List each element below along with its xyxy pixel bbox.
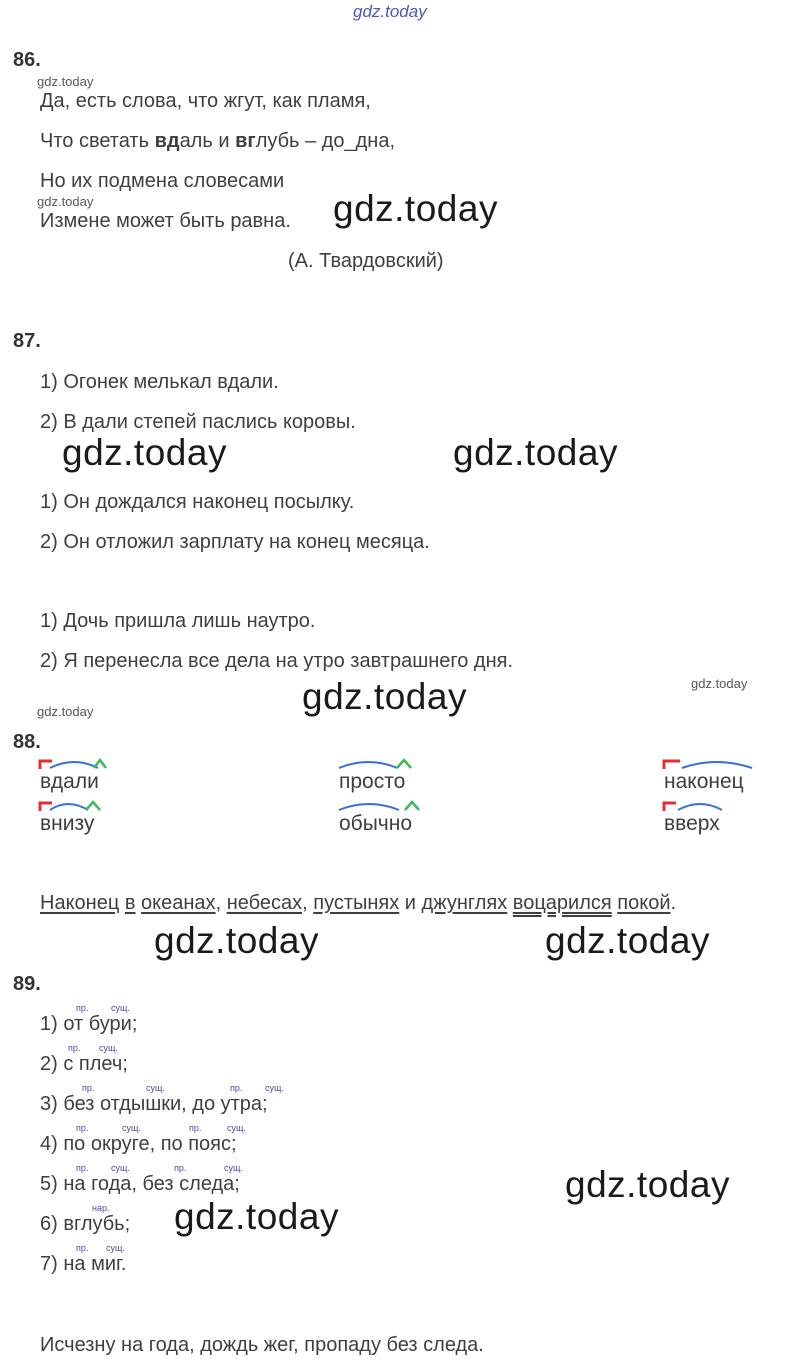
item-2: 2) с плеч; xyxy=(40,1053,128,1075)
poem-bold-prefix-vg: вг xyxy=(235,130,256,152)
sentence-word: джунглях xyxy=(421,892,508,914)
morpheme-marks-vverkh xyxy=(662,798,732,814)
morpheme-marks-vnizu xyxy=(38,798,110,814)
gloss-noun: сущ. xyxy=(111,1163,130,1173)
sentence-5: 1) Дочь пришла лишь наутро. xyxy=(40,610,316,632)
watermark-big: gdz.today xyxy=(174,1196,339,1237)
root-mark xyxy=(339,804,399,810)
sentence-word: пустынях xyxy=(313,892,400,914)
word-obychno: обычно xyxy=(339,812,413,835)
sentence-punct: . xyxy=(670,892,677,914)
watermark-big: gdz.today xyxy=(302,676,467,717)
exercise-88-number: 88. xyxy=(13,731,41,753)
morpheme-marks-obychno xyxy=(337,798,423,814)
sentence-subject: покой xyxy=(617,892,671,914)
gloss-preposition: пр. xyxy=(174,1163,187,1173)
watermark-big: gdz.today xyxy=(154,920,319,961)
sentence-2: 2) В дали степей паслись коровы. xyxy=(40,411,356,433)
gloss-preposition: пр. xyxy=(76,1163,89,1173)
gloss-preposition: пр. xyxy=(76,1003,89,1013)
gloss-noun: сущ. xyxy=(99,1043,118,1053)
gloss-noun: сущ. xyxy=(122,1123,141,1133)
sentence-word: Наконец xyxy=(40,892,120,914)
poem-line-4: Измене может быть равна. xyxy=(40,210,291,232)
sentence-word: океанах xyxy=(141,892,216,914)
gloss-preposition: пр. xyxy=(76,1123,89,1133)
gloss-adverb: нар. xyxy=(92,1203,110,1213)
word-vverkh: вверх xyxy=(664,812,720,835)
poem-author: (А. Твардовский) xyxy=(288,250,444,272)
prefix-mark xyxy=(664,803,676,811)
gloss-noun: сущ. xyxy=(106,1243,125,1253)
sentence-punct: , xyxy=(302,892,314,914)
root-mark xyxy=(682,762,752,768)
analysis-sentence xyxy=(40,892,676,915)
sentence-1: 1) Огонек мелькал вдали. xyxy=(40,371,279,393)
prefix-mark xyxy=(664,761,680,769)
root-mark xyxy=(50,804,88,810)
morpheme-marks-prosto xyxy=(337,756,417,772)
watermark-big: gdz.today xyxy=(333,188,498,229)
sentence-word: небесах xyxy=(226,892,303,914)
gloss-noun: сущ. xyxy=(224,1163,243,1173)
root-mark xyxy=(339,762,397,768)
poem-line-2-part: Что светать xyxy=(40,130,155,152)
suffix-mark xyxy=(86,802,100,810)
gloss-noun: сущ. xyxy=(265,1083,284,1093)
gloss-noun: сущ. xyxy=(227,1123,246,1133)
item-3: 3) без отдышки, до утра; xyxy=(40,1093,268,1115)
sentence-3: 1) Он дождался наконец посылку. xyxy=(40,491,355,513)
poem-bold-prefix-vd: вд xyxy=(154,130,180,152)
watermark-big: gdz.today xyxy=(453,432,618,473)
item-1: 1) от бури; xyxy=(40,1013,138,1035)
exercise-89-number: 89. xyxy=(13,973,41,995)
watermark-small: gdz.today xyxy=(37,74,94,89)
watermark-big: gdz.today xyxy=(62,432,227,473)
gloss-noun: сущ. xyxy=(146,1083,165,1093)
sentence-4: 2) Он отложил зарплату на конец месяца. xyxy=(40,531,430,553)
sentence-word: в xyxy=(124,892,136,914)
poem-line-2-part: лубь – до_дна, xyxy=(255,130,396,152)
exercise-87-number: 87. xyxy=(13,330,41,352)
watermark-big: gdz.today xyxy=(545,920,710,961)
suffix-mark xyxy=(94,760,106,768)
poem-line-2 xyxy=(40,130,395,153)
gloss-noun: сущ. xyxy=(111,1003,130,1013)
word-vnizu: внизу xyxy=(40,812,95,835)
root-mark xyxy=(50,762,98,768)
exercise-86-number: 86. xyxy=(13,49,41,71)
sentence-punct: , xyxy=(215,892,227,914)
suffix-mark xyxy=(405,802,419,810)
poem-line-2-part: аль и xyxy=(179,130,236,152)
root-mark xyxy=(678,804,722,810)
final-sentence: Исчезну на года, дождь жег, пропаду без следа. xyxy=(40,1334,484,1356)
morpheme-marks-vdali xyxy=(38,756,110,772)
watermark-small: gdz.today xyxy=(37,704,94,719)
poem-line-3: Но их подмена словесами xyxy=(40,170,285,192)
item-4: 4) по округе, по пояс; xyxy=(40,1133,237,1155)
gloss-preposition: пр. xyxy=(76,1243,89,1253)
sentence-6: 2) Я перенесла все дела на утро завтрашнего дня. xyxy=(40,650,514,672)
watermark-big: gdz.today xyxy=(565,1164,730,1205)
item-6: 6) вглубь; xyxy=(40,1213,131,1235)
word-prosto: просто xyxy=(339,770,406,793)
watermark-top: gdz.today xyxy=(353,2,427,21)
item-5: 5) на года, без следа; xyxy=(40,1173,240,1195)
word-vdali: вдали xyxy=(40,770,99,793)
watermark-small: gdz.today xyxy=(37,194,94,209)
word-nakonets: наконец xyxy=(664,770,744,793)
gloss-preposition: пр. xyxy=(82,1083,95,1093)
morpheme-marks-nakonets xyxy=(662,756,758,772)
watermark-small: gdz.today xyxy=(691,676,748,691)
gloss-preposition: пр. xyxy=(189,1123,202,1133)
suffix-mark xyxy=(397,760,411,768)
sentence-punct: и xyxy=(399,892,422,914)
sentence-predicate: воцарился xyxy=(512,892,612,914)
gloss-preposition: пр. xyxy=(68,1043,81,1053)
item-7: 7) на миг. xyxy=(40,1253,127,1275)
gloss-preposition: пр. xyxy=(230,1083,243,1093)
poem-line-1: Да, есть слова, что жгут, как пламя, xyxy=(40,90,371,112)
